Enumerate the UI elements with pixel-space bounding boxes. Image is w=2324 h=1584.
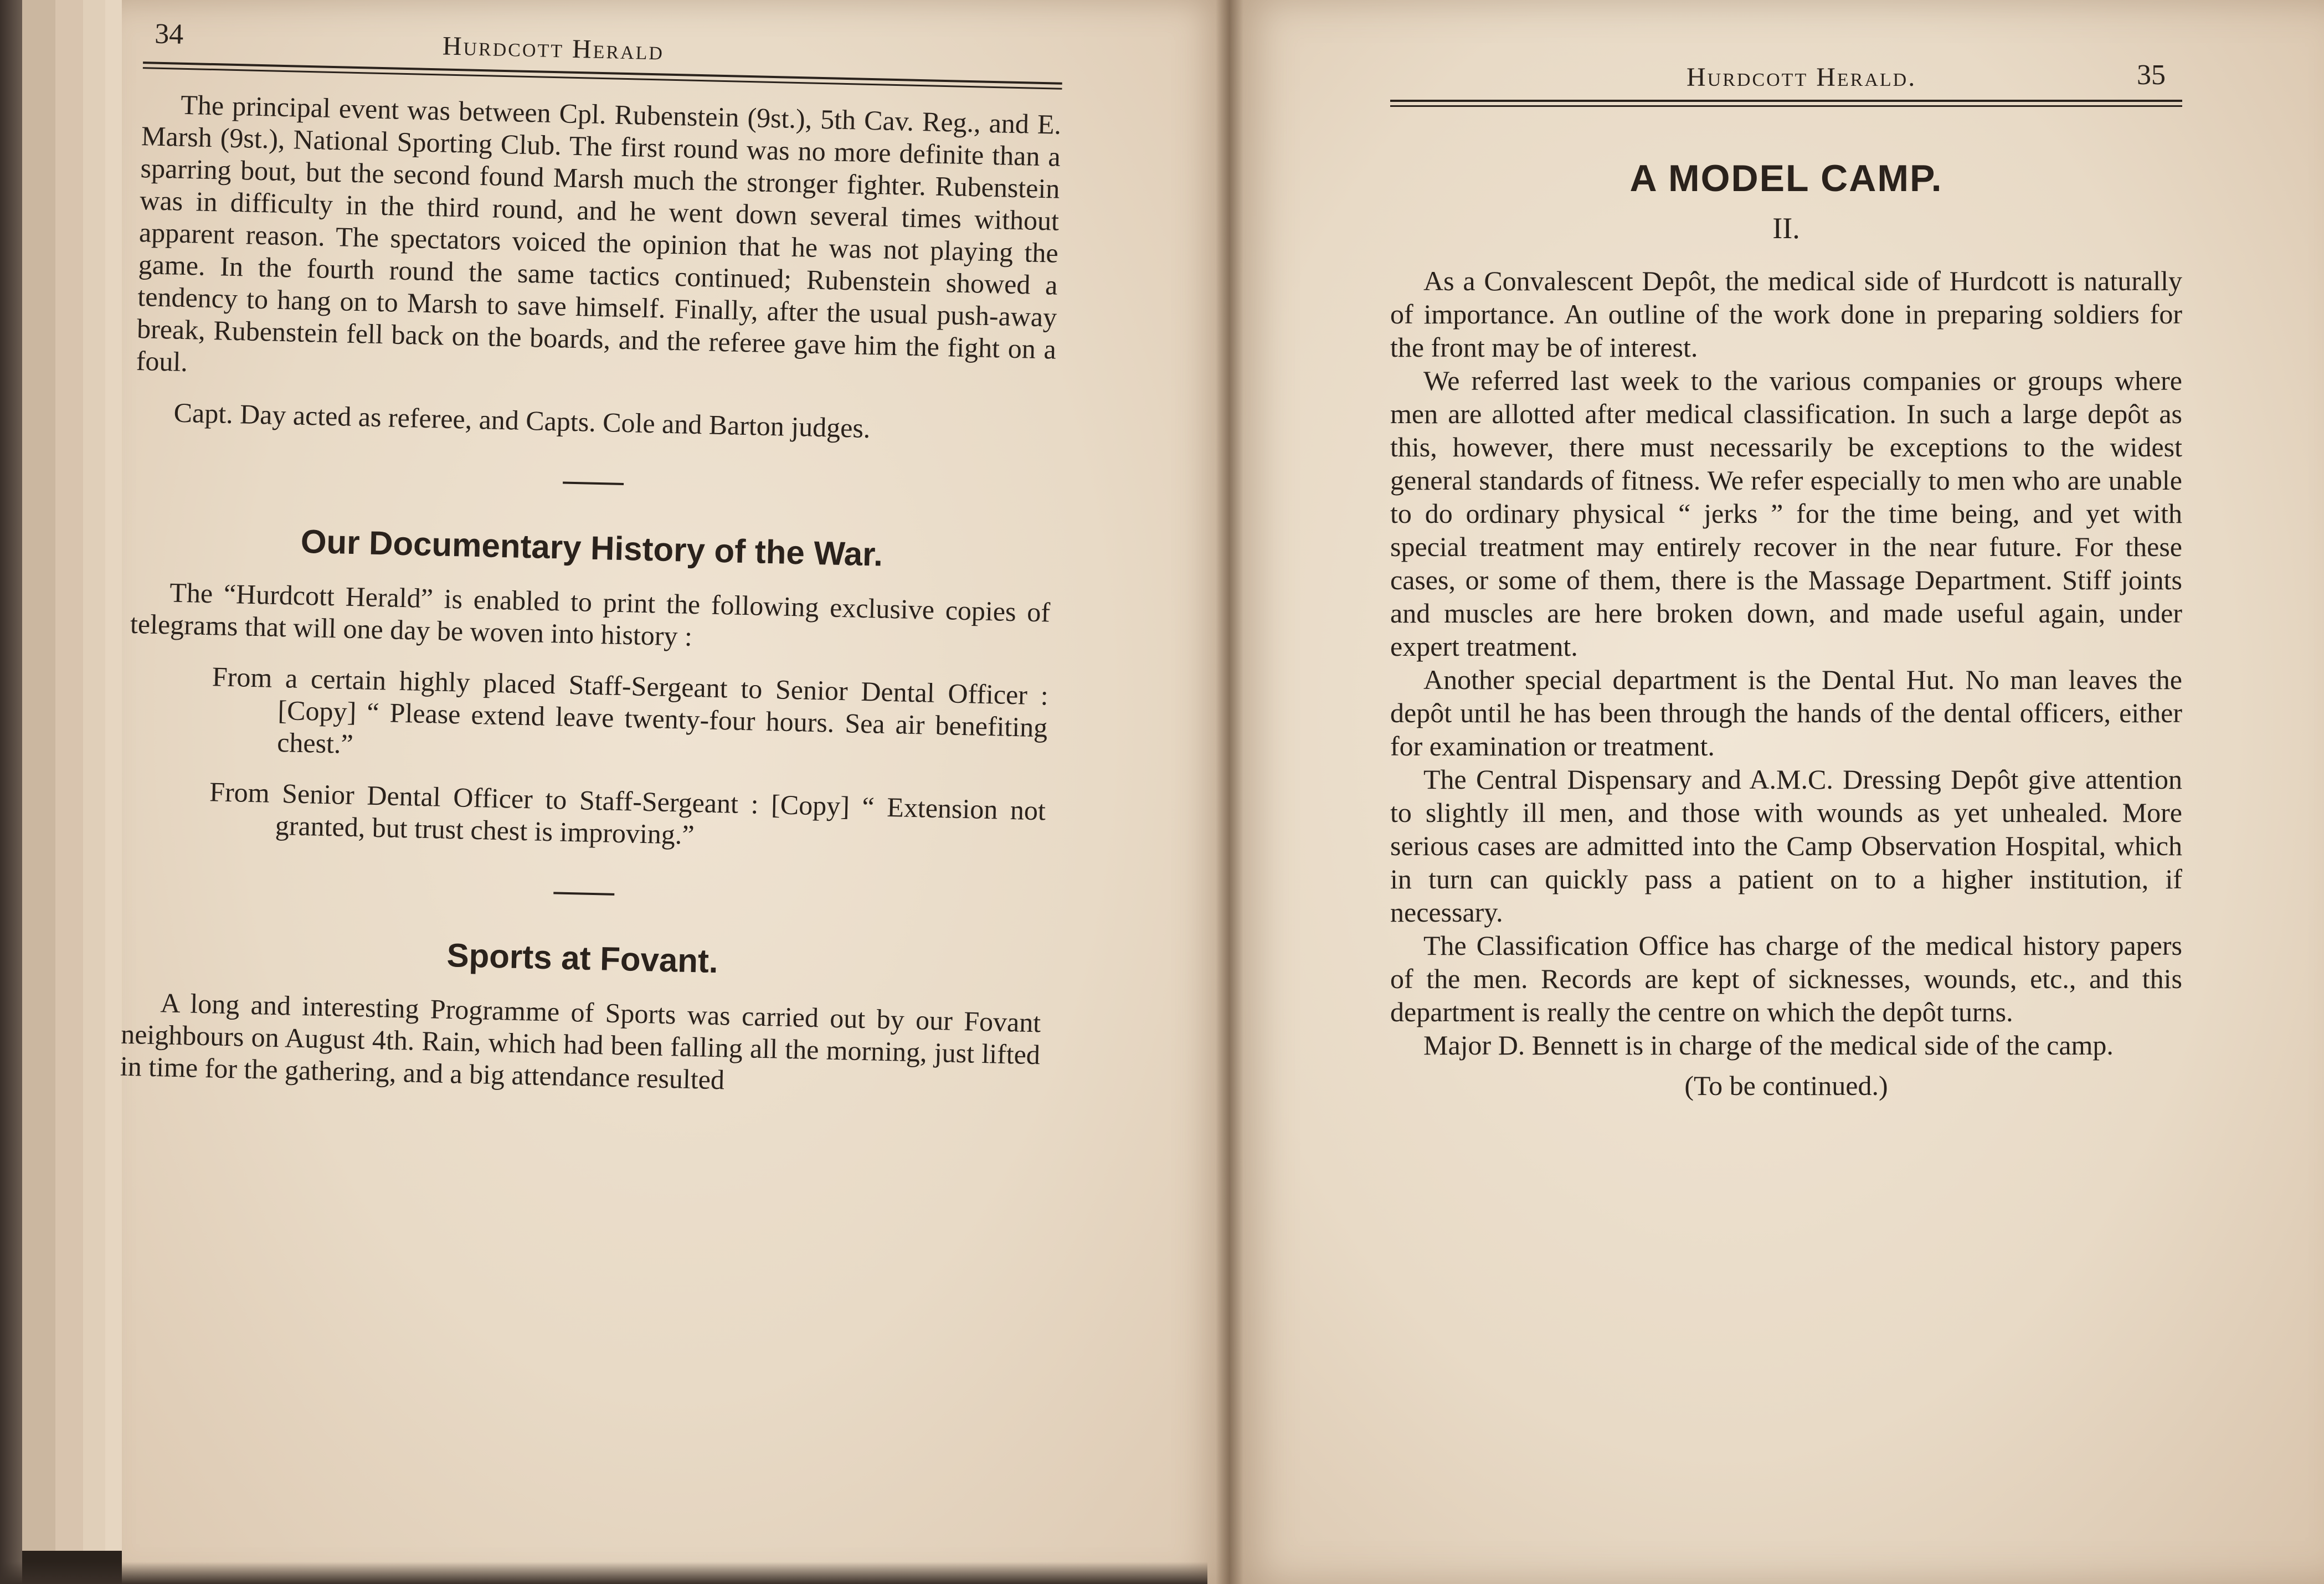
officials-paragraph: Capt. Day acted as referee, and Capts. Cole and Barton judges. — [173, 397, 871, 444]
running-head-title: Hurdcott Herald. — [1687, 63, 1917, 92]
sports-paragraph: A long and interesting Programme of Sports was carried out by our Fovant neighbours on August 4th. Rain, which had been falling all the morning, just lifted in time for the gathering, and a big attendance resulted — [120, 987, 1041, 1096]
article-paragraph: The Central Dispensary and A.M.C. Dressing Depôt give attention to slightly ill men, and those with wounds as yet unhealed. More serious cases are admitted into the Camp Observation Hospital, which in turn can quickly pass a patient on to a higher institution, if necessary. — [1390, 764, 2182, 928]
right-running-head — [1390, 50, 2182, 100]
header-rule — [1390, 100, 2182, 107]
telegram-quote: From a certain highly placed Staff-Sergeant to Senior Dental Officer : [Copy] “ Please extend leave twenty-four hours. Sea air benefiting chest.” — [212, 661, 1049, 760]
page-number: 35 — [2137, 59, 2166, 91]
telegram-quote: From Senior Dental Officer to Staff-Sergeant : [Copy] “ Extension not granted, but trust chest is improving.” — [209, 776, 1046, 851]
article-paragraph: We referred last week to the various companies or groups where men are allotted after medical classification. In such a large depôt as this, however, there must necessarily be exceptions to the widest general standards of fitness. We refer especially to men who are unable to do ordinary physical “ jerks ” for the time being, and yet with special treatment may entirely recover in the near future. For these cases, or some of them, there is the Massage Department. Stiff joints and muscles are here broken down, and made useful again, under expert treatment. — [1390, 365, 2182, 662]
history-heading: Our Documentary History of the War. — [300, 522, 883, 573]
article-part-number: II. — [1772, 212, 1800, 245]
scan-background — [0, 0, 22, 1584]
article-paragraph: The Classification Office has charge of the medical history papers of the men. Records are kept of sicknesses, wounds, etc., and this department is really the centre on which the depôt turns. — [1390, 930, 2182, 1027]
running-head-title: Hurdcott Herald — [442, 31, 665, 66]
boxing-paragraph: The principal event was between Cpl. Rubenstein (9st.), 5th Cav. Reg., and E. Marsh (9st.), National Sporting Club. The first round was no more definite than a sparring bout, but the second found Marsh much the stronger fighter. Rubenstein was in difficulty in the third round, and he went down several times without apparent reason. The spectators voiced the opinion that he was not playing the game. In the fourth round the same tactics continued; Rubenstein showed a tendency to hang on to Marsh to save himself. Finally, after the usual push-away break, Rubenstein fell back on the boards, and the referee gave him the fight on a foul. — [136, 89, 1062, 378]
article-paragraph: Major D. Bennett is in charge of the medical side of the camp. — [1423, 1030, 2114, 1061]
left-page-content — [120, 12, 1063, 1103]
sports-heading: Sports at Fovant. — [446, 937, 719, 980]
book-gutter — [1216, 0, 1243, 1584]
history-intro: The “Hurdcott Herald” is enabled to print the following exclusive copies of telegrams that will one day be woven into history : — [130, 577, 1051, 652]
right-page-content — [1390, 50, 2182, 1102]
article-paragraph: Another special department is the Dental Hut. No man leaves the depôt until he has been through the hands of the dental officers, either for examination or treatment. — [1390, 664, 2182, 762]
scan-bottom-shadow — [0, 1562, 1207, 1584]
article-paragraph: As a Convalescent Depôt, the medical side of Hurdcott is naturally of importance. An outline of the work done in preparing soldiers for the front may be of interest. — [1390, 265, 2182, 363]
to-be-continued: (To be continued.) — [1684, 1070, 1888, 1101]
page-number: 34 — [154, 18, 184, 50]
article-title: A MODEL CAMP. — [1629, 157, 1943, 199]
